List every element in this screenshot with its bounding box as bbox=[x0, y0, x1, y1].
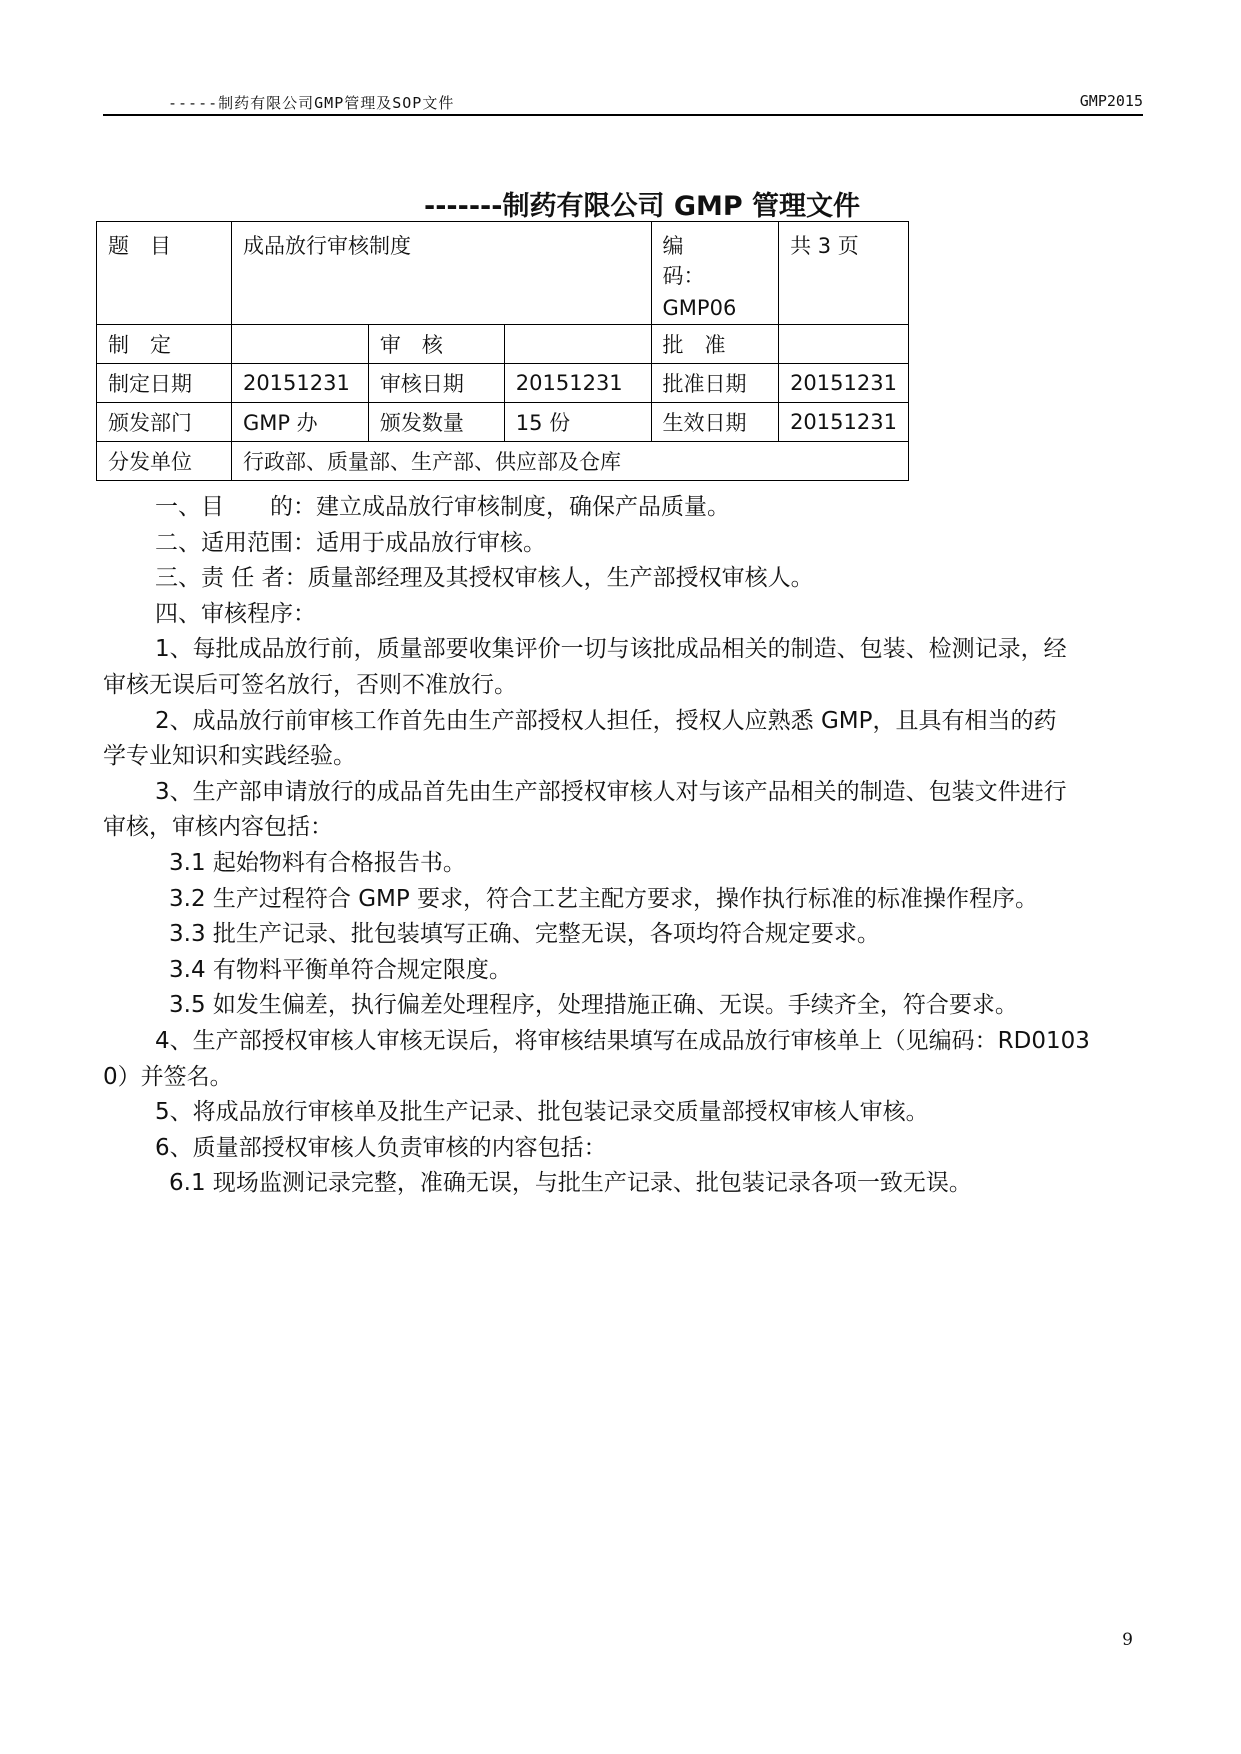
clause-3-5: 3.5 如发生偏差，执行偏差处理程序，处理措施正确、无误。手续齐全，符合要求。 bbox=[169, 992, 1018, 1019]
value-issue-qty: 15 份 bbox=[504, 403, 651, 442]
header-divider bbox=[103, 114, 1143, 116]
value-distribution: 行政部、质量部、生产部、供应部及仓库 bbox=[231, 442, 908, 481]
label-reviewed: 审 核 bbox=[368, 325, 504, 364]
value-review-date: 20151231 bbox=[504, 364, 651, 403]
value-reviewed bbox=[504, 325, 651, 364]
header-company: -----制药有限公司GMP管理及SOP文件 bbox=[168, 94, 455, 112]
clause-3-1: 3.1 起始物料有合格报告书。 bbox=[169, 849, 466, 876]
label-distribution: 分发单位 bbox=[97, 442, 232, 481]
value-effective-date: 20151231 bbox=[779, 403, 909, 442]
clause-3: 3、生产部申请放行的成品首先由生产部授权审核人对与该产品相关的制造、包装文件进行 bbox=[155, 778, 1067, 805]
code-cell bbox=[651, 222, 779, 325]
clause-1: 1、每批成品放行前，质量部要收集评价一切与该批成品相关的制造、包装、检测记录，经 bbox=[155, 636, 1067, 663]
clause-4: 4、生产部授权审核人审核无误后，将审核结果填写在成品放行审核单上（见编码：RD0103 bbox=[155, 1027, 1090, 1054]
value-approved bbox=[779, 325, 909, 364]
label-code: 编 码： bbox=[662, 234, 726, 288]
section-purpose: 一、目 的：建立成品放行审核制度，确保产品质量。 bbox=[155, 494, 730, 520]
label-review-date: 审核日期 bbox=[368, 364, 504, 403]
clause-4-cont: 0）并签名。 bbox=[103, 1063, 233, 1090]
table-row bbox=[97, 222, 909, 325]
document-body bbox=[103, 490, 1153, 1202]
value-draft-date: 20151231 bbox=[231, 364, 368, 403]
value-issuing-dept: GMP 办 bbox=[231, 403, 368, 442]
clause-5: 5、将成品放行审核单及批生产记录、批包装记录交质量部授权审核人审核。 bbox=[155, 1099, 929, 1126]
label-issuing-dept: 颁发部门 bbox=[97, 403, 232, 442]
table-row bbox=[97, 364, 909, 403]
section-scope: 二、适用范围：适用于成品放行审核。 bbox=[155, 529, 546, 556]
value-code: GMP06 bbox=[662, 296, 737, 320]
label-drafted: 制 定 bbox=[97, 325, 232, 364]
clause-1-cont: 审核无误后可签名放行，否则不准放行。 bbox=[103, 671, 517, 698]
label-approved: 批 准 bbox=[651, 325, 779, 364]
value-drafted bbox=[231, 325, 368, 364]
clause-3-cont: 审核，审核内容包括： bbox=[103, 814, 333, 841]
label-issue-qty: 颁发数量 bbox=[368, 403, 504, 442]
document-info-table bbox=[96, 221, 909, 481]
value-subject: 成品放行审核制度 bbox=[231, 222, 651, 325]
section-responsible: 三、责 任 者：质量部经理及其授权审核人，生产部授权审核人。 bbox=[155, 565, 814, 592]
clause-6: 6、质量部授权审核人负责审核的内容包括： bbox=[155, 1134, 607, 1161]
table-row bbox=[97, 325, 909, 364]
header-doc-code: GMP2015 bbox=[1079, 92, 1143, 110]
table-row bbox=[97, 403, 909, 442]
value-approve-date: 20151231 bbox=[779, 364, 909, 403]
clause-2: 2、成品放行前审核工作首先由生产部授权人担任，授权人应熟悉 GMP，且具有相当的药 bbox=[155, 707, 1057, 734]
section-procedure: 四、审核程序： bbox=[155, 600, 316, 627]
label-draft-date: 制定日期 bbox=[97, 364, 232, 403]
label-subject: 题 目 bbox=[97, 222, 232, 325]
clause-3-4: 3.4 有物料平衡单符合规定限度。 bbox=[169, 956, 512, 983]
clause-6-1: 6.1 现场监测记录完整，准确无误，与批生产记录、批包装记录各项一致无误。 bbox=[169, 1170, 972, 1197]
value-pages: 共 3 页 bbox=[779, 222, 909, 325]
document-title: -------制药有限公司 GMP 管理文件 bbox=[424, 191, 861, 222]
clause-2-cont: 学专业知识和实践经验。 bbox=[103, 743, 356, 770]
label-effective-date: 生效日期 bbox=[651, 403, 779, 442]
label-approve-date: 批准日期 bbox=[651, 364, 779, 403]
table-row bbox=[97, 442, 909, 481]
clause-3-3: 3.3 批生产记录、批包装填写正确、完整无误，各项均符合规定要求。 bbox=[169, 921, 880, 948]
clause-3-2: 3.2 生产过程符合 GMP 要求，符合工艺主配方要求，操作执行标准的标准操作程序。 bbox=[169, 885, 1039, 912]
page-number: 9 bbox=[1122, 1630, 1133, 1650]
